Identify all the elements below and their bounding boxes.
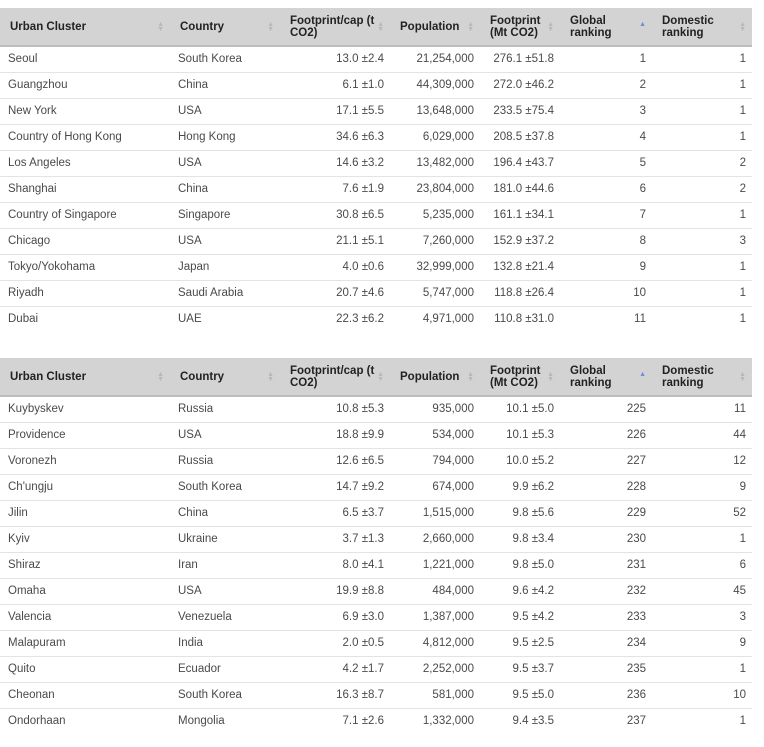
- cell-urban-cluster: Cheonan: [0, 682, 170, 708]
- column-header-label: Population: [400, 370, 460, 383]
- cell-footprint: 181.0 ±44.6: [480, 176, 560, 202]
- cell-footprint-per-capita: 13.0 ±2.4: [280, 46, 390, 72]
- cell-global-ranking: 227: [560, 448, 652, 474]
- cell-country: USA: [170, 578, 280, 604]
- column-header-label: Global ranking: [570, 14, 612, 39]
- cell-footprint-per-capita: 18.8 ±9.9: [280, 422, 390, 448]
- cell-population: 4,971,000: [390, 306, 480, 332]
- cell-domestic-ranking: 1: [652, 254, 752, 280]
- cell-global-ranking: 229: [560, 500, 652, 526]
- cell-footprint: 10.0 ±5.2: [480, 448, 560, 474]
- cell-footprint-per-capita: 3.7 ±1.3: [280, 526, 390, 552]
- column-header-label: Footprint (Mt CO2): [490, 14, 541, 39]
- cell-country: Venezuela: [170, 604, 280, 630]
- table-row[interactable]: [0, 552, 752, 578]
- cell-country: Singapore: [170, 202, 280, 228]
- cell-country: Hong Kong: [170, 124, 280, 150]
- cell-population: 674,000: [390, 474, 480, 500]
- column-header-urban-cluster[interactable]: [0, 358, 170, 396]
- cell-population: 6,029,000: [390, 124, 480, 150]
- cell-footprint-per-capita: 7.6 ±1.9: [280, 176, 390, 202]
- table-row[interactable]: [0, 254, 752, 280]
- table-row[interactable]: [0, 474, 752, 500]
- cell-urban-cluster: Omaha: [0, 578, 170, 604]
- cell-global-ranking: 235: [560, 656, 652, 682]
- cell-footprint: 9.5 ±2.5: [480, 630, 560, 656]
- cell-domestic-ranking: 12: [652, 448, 752, 474]
- column-header-population[interactable]: [390, 358, 480, 396]
- cell-country: India: [170, 630, 280, 656]
- table-row[interactable]: [0, 228, 752, 254]
- cell-population: 484,000: [390, 578, 480, 604]
- cell-country: Saudi Arabia: [170, 280, 280, 306]
- cell-country: South Korea: [170, 474, 280, 500]
- cell-global-ranking: 225: [560, 396, 652, 422]
- cell-urban-cluster: Quito: [0, 656, 170, 682]
- table-row[interactable]: [0, 124, 752, 150]
- cell-footprint-per-capita: 21.1 ±5.1: [280, 228, 390, 254]
- table-header-row: [0, 358, 752, 396]
- table-row[interactable]: [0, 72, 752, 98]
- cell-global-ranking: 228: [560, 474, 652, 500]
- cell-footprint-per-capita: 17.1 ±5.5: [280, 98, 390, 124]
- cell-urban-cluster: Tokyo/Yokohama: [0, 254, 170, 280]
- cell-country: China: [170, 176, 280, 202]
- cell-global-ranking: 9: [560, 254, 652, 280]
- sort-icon[interactable]: ▲ ▼: [467, 20, 474, 33]
- cell-population: 32,999,000: [390, 254, 480, 280]
- cell-country: UAE: [170, 306, 280, 332]
- sort-icon[interactable]: ▲ ▼: [377, 20, 384, 33]
- cell-urban-cluster: Kyiv: [0, 526, 170, 552]
- cell-country: USA: [170, 228, 280, 254]
- cell-footprint: 9.5 ±3.7: [480, 656, 560, 682]
- cell-country: China: [170, 500, 280, 526]
- cell-domestic-ranking: 45: [652, 578, 752, 604]
- cell-domestic-ranking: 1: [652, 708, 752, 734]
- cell-footprint: 110.8 ±31.0: [480, 306, 560, 332]
- cell-urban-cluster: Los Angeles: [0, 150, 170, 176]
- cell-domestic-ranking: 11: [652, 396, 752, 422]
- cell-global-ranking: 232: [560, 578, 652, 604]
- cell-global-ranking: 233: [560, 604, 652, 630]
- column-header-label: Country: [180, 370, 225, 383]
- cell-domestic-ranking: 10: [652, 682, 752, 708]
- cell-footprint: 9.6 ±4.2: [480, 578, 560, 604]
- cell-footprint-per-capita: 30.8 ±6.5: [280, 202, 390, 228]
- column-header-label: Urban Cluster: [10, 370, 87, 383]
- cell-domestic-ranking: 44: [652, 422, 752, 448]
- sort-icon[interactable]: ▲ ▼: [267, 370, 274, 383]
- cell-urban-cluster: Seoul: [0, 46, 170, 72]
- cell-domestic-ranking: 1: [652, 124, 752, 150]
- sort-icon[interactable]: ▲ ▼: [739, 20, 746, 33]
- column-header-global-ranking[interactable]: [560, 8, 652, 46]
- cell-footprint: 10.1 ±5.3: [480, 422, 560, 448]
- cell-population: 13,648,000: [390, 98, 480, 124]
- cell-country: South Korea: [170, 46, 280, 72]
- cell-population: 21,254,000: [390, 46, 480, 72]
- cell-footprint-per-capita: 22.3 ±6.2: [280, 306, 390, 332]
- cell-population: 7,260,000: [390, 228, 480, 254]
- cell-urban-cluster: Valencia: [0, 604, 170, 630]
- sort-ascending-icon[interactable]: ▲: [639, 370, 646, 378]
- cell-population: 2,660,000: [390, 526, 480, 552]
- column-header-label: Global ranking: [570, 364, 612, 389]
- cell-urban-cluster: Ondorhaan: [0, 708, 170, 734]
- table-row[interactable]: [0, 656, 752, 682]
- sort-icon[interactable]: ▲ ▼: [377, 370, 384, 383]
- cell-global-ranking: 7: [560, 202, 652, 228]
- cell-domestic-ranking: 9: [652, 474, 752, 500]
- cell-population: 1,221,000: [390, 552, 480, 578]
- cell-footprint-per-capita: 12.6 ±6.5: [280, 448, 390, 474]
- cell-global-ranking: 1: [560, 46, 652, 72]
- cell-country: Russia: [170, 448, 280, 474]
- cell-country: Russia: [170, 396, 280, 422]
- cell-global-ranking: 236: [560, 682, 652, 708]
- cell-country: Ukraine: [170, 526, 280, 552]
- table-row[interactable]: [0, 306, 752, 332]
- ranking-table-bottom: [0, 358, 752, 734]
- table-row[interactable]: [0, 578, 752, 604]
- table-row[interactable]: [0, 176, 752, 202]
- cell-domestic-ranking: 1: [652, 46, 752, 72]
- column-header-domestic-ranking[interactable]: [652, 358, 752, 396]
- cell-urban-cluster: Guangzhou: [0, 72, 170, 98]
- table-row[interactable]: [0, 682, 752, 708]
- cell-urban-cluster: Riyadh: [0, 280, 170, 306]
- table-row[interactable]: [0, 46, 752, 72]
- cell-population: 5,235,000: [390, 202, 480, 228]
- column-header-label: Footprint/cap (t CO2): [290, 14, 375, 39]
- cell-global-ranking: 8: [560, 228, 652, 254]
- cell-footprint: 9.5 ±4.2: [480, 604, 560, 630]
- cell-footprint-per-capita: 8.0 ±4.1: [280, 552, 390, 578]
- cell-population: 4,812,000: [390, 630, 480, 656]
- column-header-footprint[interactable]: [480, 358, 560, 396]
- cell-global-ranking: 2: [560, 72, 652, 98]
- cell-domestic-ranking: 1: [652, 526, 752, 552]
- cell-urban-cluster: Dubai: [0, 306, 170, 332]
- column-header-population[interactable]: [390, 8, 480, 46]
- cell-country: USA: [170, 422, 280, 448]
- cell-urban-cluster: Jilin: [0, 500, 170, 526]
- cell-footprint-per-capita: 6.1 ±1.0: [280, 72, 390, 98]
- cell-footprint-per-capita: 7.1 ±2.6: [280, 708, 390, 734]
- cell-footprint-per-capita: 20.7 ±4.6: [280, 280, 390, 306]
- cell-global-ranking: 230: [560, 526, 652, 552]
- cell-global-ranking: 3: [560, 98, 652, 124]
- table-row[interactable]: [0, 448, 752, 474]
- sort-icon[interactable]: ▲ ▼: [547, 370, 554, 383]
- cell-domestic-ranking: 6: [652, 552, 752, 578]
- cell-domestic-ranking: 2: [652, 150, 752, 176]
- sort-icon[interactable]: ▲ ▼: [739, 370, 746, 383]
- cell-footprint: 272.0 ±46.2: [480, 72, 560, 98]
- table-row[interactable]: [0, 500, 752, 526]
- sort-icon[interactable]: ▲ ▼: [157, 370, 164, 383]
- cell-population: 581,000: [390, 682, 480, 708]
- cell-footprint: 10.1 ±5.0: [480, 396, 560, 422]
- cell-domestic-ranking: 1: [652, 306, 752, 332]
- cell-urban-cluster: Kuybyskev: [0, 396, 170, 422]
- table-row[interactable]: [0, 630, 752, 656]
- cell-footprint-per-capita: 16.3 ±8.7: [280, 682, 390, 708]
- cell-footprint: 9.8 ±5.6: [480, 500, 560, 526]
- cell-domestic-ranking: 1: [652, 72, 752, 98]
- cell-domestic-ranking: 9: [652, 630, 752, 656]
- cell-urban-cluster: Malapuram: [0, 630, 170, 656]
- cell-global-ranking: 226: [560, 422, 652, 448]
- column-header-country[interactable]: [170, 358, 280, 396]
- cell-population: 794,000: [390, 448, 480, 474]
- cell-population: 44,309,000: [390, 72, 480, 98]
- cell-footprint: 118.8 ±26.4: [480, 280, 560, 306]
- cell-country: Ecuador: [170, 656, 280, 682]
- cell-urban-cluster: Shanghai: [0, 176, 170, 202]
- cell-footprint-per-capita: 6.5 ±3.7: [280, 500, 390, 526]
- cell-footprint: 152.9 ±37.2: [480, 228, 560, 254]
- cell-global-ranking: 5: [560, 150, 652, 176]
- cell-country: USA: [170, 98, 280, 124]
- cell-footprint: 132.8 ±21.4: [480, 254, 560, 280]
- cell-domestic-ranking: 2: [652, 176, 752, 202]
- cell-domestic-ranking: 1: [652, 98, 752, 124]
- cell-population: 23,804,000: [390, 176, 480, 202]
- sort-icon[interactable]: ▲ ▼: [467, 370, 474, 383]
- cell-footprint: 9.9 ±6.2: [480, 474, 560, 500]
- cell-population: 1,332,000: [390, 708, 480, 734]
- cell-domestic-ranking: 52: [652, 500, 752, 526]
- cell-country: South Korea: [170, 682, 280, 708]
- cell-global-ranking: 10: [560, 280, 652, 306]
- cell-urban-cluster: Chicago: [0, 228, 170, 254]
- column-header-label: Population: [400, 20, 460, 33]
- cell-global-ranking: 4: [560, 124, 652, 150]
- cell-footprint-per-capita: 4.2 ±1.7: [280, 656, 390, 682]
- column-header-footprint[interactable]: [480, 8, 560, 46]
- ranking-table-top: [0, 8, 752, 332]
- cell-population: 935,000: [390, 396, 480, 422]
- cell-domestic-ranking: 3: [652, 604, 752, 630]
- cell-population: 13,482,000: [390, 150, 480, 176]
- cell-country: Japan: [170, 254, 280, 280]
- cell-urban-cluster: Voronezh: [0, 448, 170, 474]
- table-row[interactable]: [0, 708, 752, 734]
- cell-country: Iran: [170, 552, 280, 578]
- cell-domestic-ranking: 3: [652, 228, 752, 254]
- sort-icon[interactable]: ▲ ▼: [157, 20, 164, 33]
- table-row[interactable]: [0, 422, 752, 448]
- cell-footprint: 208.5 ±37.8: [480, 124, 560, 150]
- cell-population: 534,000: [390, 422, 480, 448]
- sort-ascending-icon[interactable]: ▲: [639, 20, 646, 28]
- cell-country: China: [170, 72, 280, 98]
- cell-footprint-per-capita: 4.0 ±0.6: [280, 254, 390, 280]
- cell-global-ranking: 234: [560, 630, 652, 656]
- cell-urban-cluster: Providence: [0, 422, 170, 448]
- cell-urban-cluster: Country of Singapore: [0, 202, 170, 228]
- cell-domestic-ranking: 1: [652, 202, 752, 228]
- cell-population: 1,387,000: [390, 604, 480, 630]
- cell-footprint-per-capita: 6.9 ±3.0: [280, 604, 390, 630]
- cell-population: 2,252,000: [390, 656, 480, 682]
- cell-population: 5,747,000: [390, 280, 480, 306]
- table-row[interactable]: [0, 202, 752, 228]
- table-row[interactable]: [0, 98, 752, 124]
- column-header-footprint-per-capita[interactable]: [280, 8, 390, 46]
- cell-urban-cluster: Country of Hong Kong: [0, 124, 170, 150]
- cell-footprint: 9.5 ±5.0: [480, 682, 560, 708]
- sort-icon[interactable]: ▲ ▼: [547, 20, 554, 33]
- column-header-label: Domestic ranking: [662, 14, 714, 39]
- column-header-label: Country: [180, 20, 225, 33]
- cell-domestic-ranking: 1: [652, 280, 752, 306]
- cell-footprint: 9.8 ±5.0: [480, 552, 560, 578]
- cell-footprint-per-capita: 14.7 ±9.2: [280, 474, 390, 500]
- cell-footprint: 9.4 ±3.5: [480, 708, 560, 734]
- cell-global-ranking: 11: [560, 306, 652, 332]
- column-header-urban-cluster[interactable]: [0, 8, 170, 46]
- table-row[interactable]: [0, 150, 752, 176]
- column-header-label: Domestic ranking: [662, 364, 714, 389]
- column-header-label: Footprint/cap (t CO2): [290, 364, 375, 389]
- cell-global-ranking: 6: [560, 176, 652, 202]
- column-header-global-ranking[interactable]: [560, 358, 652, 396]
- cell-footprint-per-capita: 10.8 ±5.3: [280, 396, 390, 422]
- cell-footprint-per-capita: 2.0 ±0.5: [280, 630, 390, 656]
- cell-population: 1,515,000: [390, 500, 480, 526]
- cell-footprint: 233.5 ±75.4: [480, 98, 560, 124]
- column-header-domestic-ranking[interactable]: [652, 8, 752, 46]
- cell-country: USA: [170, 150, 280, 176]
- cell-global-ranking: 231: [560, 552, 652, 578]
- column-header-country[interactable]: [170, 8, 280, 46]
- cell-footprint: 276.1 ±51.8: [480, 46, 560, 72]
- table-row[interactable]: [0, 280, 752, 306]
- column-header-label: Footprint (Mt CO2): [490, 364, 541, 389]
- table-row[interactable]: [0, 396, 752, 422]
- sort-icon[interactable]: ▲ ▼: [267, 20, 274, 33]
- cell-footprint-per-capita: 14.6 ±3.2: [280, 150, 390, 176]
- cell-urban-cluster: New York: [0, 98, 170, 124]
- cell-country: Mongolia: [170, 708, 280, 734]
- column-header-label: Urban Cluster: [10, 20, 87, 33]
- cell-urban-cluster: Shiraz: [0, 552, 170, 578]
- table-row[interactable]: [0, 604, 752, 630]
- cell-domestic-ranking: 1: [652, 656, 752, 682]
- table-header-row: [0, 8, 752, 46]
- cell-footprint-per-capita: 34.6 ±6.3: [280, 124, 390, 150]
- cell-footprint-per-capita: 19.9 ±8.8: [280, 578, 390, 604]
- cell-global-ranking: 237: [560, 708, 652, 734]
- cell-footprint: 196.4 ±43.7: [480, 150, 560, 176]
- cell-footprint: 161.1 ±34.1: [480, 202, 560, 228]
- column-header-footprint-per-capita[interactable]: [280, 358, 390, 396]
- table-row[interactable]: [0, 526, 752, 552]
- cell-urban-cluster: Ch'ungju: [0, 474, 170, 500]
- cell-footprint: 9.8 ±3.4: [480, 526, 560, 552]
